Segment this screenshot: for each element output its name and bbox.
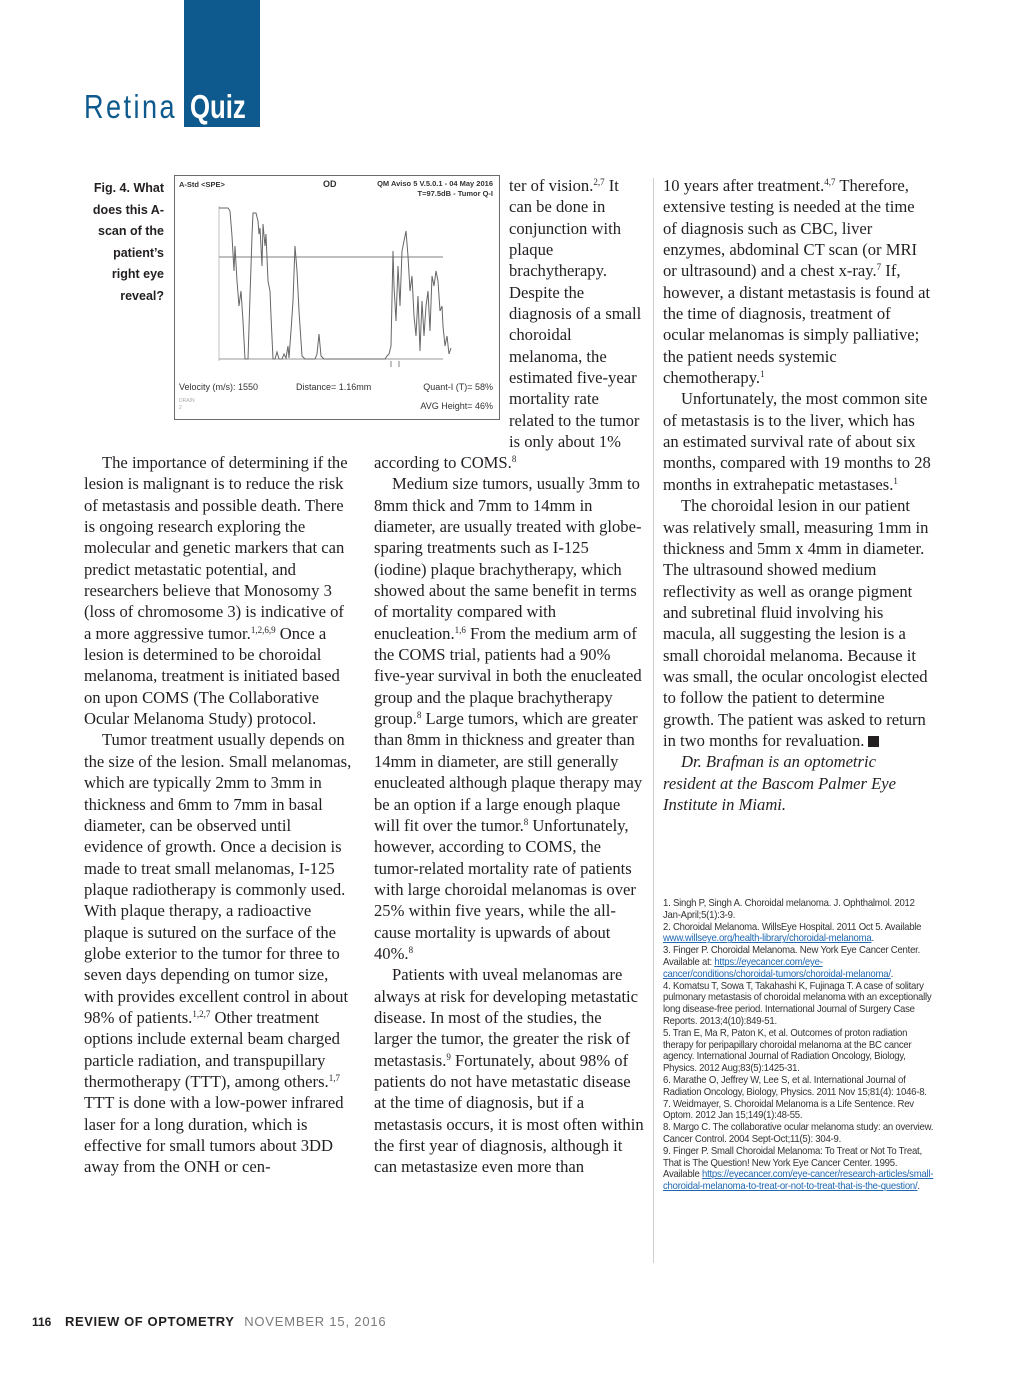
reference-item bbox=[663, 1075, 933, 1099]
reference-text: 6. Marathe O, Jeffrey W, Lee S, et al. International Journal of Radiation Oncology, Biology, Physics. 2011 Nov 15;81(4): 1046-8. bbox=[663, 1074, 927, 1098]
reference-item bbox=[663, 981, 933, 1028]
article-column-2 bbox=[374, 452, 644, 1178]
figure-caption: Fig. 4. What does this A-scan of the patient’s right eye reveal? bbox=[92, 181, 164, 303]
reference-punct: . bbox=[890, 968, 894, 980]
reference-link[interactable]: www.willseye.org/health-library/choroidal-melanoma bbox=[663, 933, 872, 945]
column-divider bbox=[653, 178, 654, 1263]
ascan-device-label: QM Aviso 5 V.5.0.1 - 04 May 2016 bbox=[377, 179, 493, 188]
paragraph: according to COMS.$^8$ bbox=[374, 453, 517, 472]
author-bio: Dr. Brafman is an optometric resident at the Bascom Palmer Eye Institute in Miami. bbox=[663, 752, 897, 814]
citation: 4,7 bbox=[824, 177, 836, 187]
end-of-article-mark bbox=[868, 736, 879, 747]
citation: 8 bbox=[511, 454, 517, 464]
reference-punct: . bbox=[917, 1181, 920, 1193]
ascan-quant: Quant-I (T)= 58% bbox=[423, 382, 493, 392]
paragraph: The choroidal lesion in our patient was relatively small, measuring 1mm in thickness and 5mm x 4mm in diameter. The ultrasound showed medium reflectivity as well as orange pigment and subretinal fluid involving his macula, all suggesting the lesion is a small choroidal melanoma. Because it was small, the ocular oncologist elected to follow the patient to determine growth. The patient was asked to return in two months for revaluation. bbox=[663, 496, 929, 750]
citation: 8 bbox=[523, 816, 529, 827]
ascan-small-id-2: 2 bbox=[179, 405, 182, 411]
reference-text: 7. Weidmayer, S. Choroidal Melanoma is a Life Sentence. Rev Optom. 2012 Jan 15;149(1):48-55. bbox=[663, 1098, 914, 1122]
ascan-velocity: Velocity (m/s): 1550 bbox=[179, 382, 259, 392]
article-column-1 bbox=[84, 452, 354, 1178]
article-column-2-top bbox=[509, 175, 644, 452]
citation: 9 bbox=[446, 1051, 451, 1062]
ascan-trace bbox=[219, 208, 451, 359]
issue-date: NOVEMBER 15, 2016 bbox=[244, 1314, 387, 1329]
citation: 1 bbox=[893, 475, 898, 486]
page-footer bbox=[32, 1314, 386, 1329]
citation: 1,6 bbox=[454, 624, 466, 635]
ascan-mode-label: A-Std <SPE> bbox=[179, 180, 225, 189]
reference-punct: . bbox=[871, 933, 874, 945]
ascan-gain-label: T=97.5dB - Tumor Q-I bbox=[417, 189, 493, 198]
citation: 2,7 bbox=[593, 177, 605, 187]
paragraph: ter of vision.$^{2,7}$ It can be done in conjunction with plaque brachytherapy. Despite the diagnosis of a small choroidal melanoma, the estimated five-year mortality rate related to the tumor is only about 1% bbox=[509, 176, 642, 452]
citation: 1 bbox=[760, 369, 765, 380]
paragraph: Unfortunately, the most common site of metastasis is to the liver, which has an estimated survival rate of about six months, compared with 19 months to 28 months in extrahepatic metastases.$^1$ bbox=[663, 389, 931, 494]
paragraph: 10 years after treatment.$^{4,7}$ Therefore, extensive testing is needed at the time of diagnosis such as CBC, liver enzymes, abdominal CT scan (or MRI or ultrasound) and a chest x-ray.$^7$ If, however, a distant metastasis is found at the time of diagnosis, treatment of ocular melanomas is simply palliative; the patient needs systemic chemotherapy.$^1$ bbox=[663, 176, 931, 388]
reference-item bbox=[663, 898, 933, 922]
ascan-distance: Distance= 1.16mm bbox=[296, 382, 372, 392]
reference-text: 2. Choroidal Melanoma. WillsEye Hospital. 2011 Oct 5. Available bbox=[663, 921, 922, 933]
citation: 7 bbox=[876, 262, 882, 273]
reference-item bbox=[663, 922, 933, 946]
ascan-eye-label: OD bbox=[323, 179, 337, 189]
reference-text: 8. Margo C. The collaborative ocular melanoma study: an overview. Cancer Control. 2004 Sept-Oct;11(5): 304-9. bbox=[663, 1122, 934, 1145]
references-list bbox=[663, 898, 933, 1193]
ascan-avg-height: AVG Height= 46% bbox=[420, 401, 493, 411]
citation: 8 bbox=[416, 710, 422, 721]
section-title-retina: Retina bbox=[84, 88, 177, 125]
page-number: 116 bbox=[32, 1315, 52, 1329]
section-title-quiz: Quiz bbox=[190, 88, 246, 125]
magazine-name: REVIEW OF OPTOMETRY bbox=[64, 1314, 235, 1329]
reference-link[interactable]: https://eyecancer.com/eye-cancer/research-articles/small-choroidal-melanoma-to-treat-or-not-to-treat-that-is-the-question/ bbox=[663, 1169, 934, 1193]
citation: 8 bbox=[408, 944, 414, 955]
reference-link[interactable]: https://eyecancer.com/eye-cancer/conditions/choroidal-tumors/choroidal-melanoma/ bbox=[663, 956, 891, 980]
reference-text: 1. Singh P, Singh A. Choroidal melanoma. J. Ophthalmol. 2012 Jan-April;5(1):3-9. bbox=[663, 898, 915, 921]
citation: 1,2,6,9 bbox=[250, 624, 276, 635]
reference-text: 4. Komatsu T, Sowa T, Takahashi K, Fujinaga T. A case of solitary pulmonary metastasis of choroidal melanoma with an exceptionally long disease-free period. International Journal of Surgery Case Reports. 2013;4(10):849-51. bbox=[663, 980, 932, 1027]
article-column-3 bbox=[663, 175, 931, 815]
ascan-small-id-1: DRAIN bbox=[179, 398, 195, 404]
reference-text: 9. Finger P. Small Choroidal Melanoma: To Treat or Not To Treat, That is The Question! New York Eye Cancer Center. 1995. Available bbox=[663, 1145, 922, 1181]
citation: 1,2,7 bbox=[192, 1008, 211, 1019]
citation: 1,7 bbox=[328, 1072, 340, 1083]
ascan-figure bbox=[174, 175, 500, 420]
reference-item bbox=[663, 1028, 933, 1075]
reference-item bbox=[663, 1146, 933, 1193]
reference-text: 5. Tran E, Ma R, Paton K, et al. Outcomes of proton radiation therapy for peripapillary choroidal melanoma at the BC cancer agency. International Journal of Radiation Oncology, Biology, Physics. 2012 Aug;83(5):1425-31. bbox=[663, 1027, 912, 1075]
paragraph: Patients with uveal melanomas are always at risk for developing metastatic disease. In most of the studies, the larger the tumor, the greater the risk of metastasis.$^9$ Fortunately, about 98% of patients do not have metastatic disease at the time of diagnosis, but if a metastasis occurs, it is most often within the first year of diagnosis, although it can metastasize even more than bbox=[374, 965, 644, 1177]
reference-item bbox=[663, 945, 933, 980]
paragraph: Tumor treatment usually depends on the size of the lesion. Small melanomas, which are typically 2mm to 3mm in thickness and 6mm to 7mm in basal diameter, can be observed until evidence of growth. Once a decision is made to treat small melanomas, I-125 plaque radiotherapy is commonly used. With plaque therapy, a radioactive plaque is sutured on the surface of the globe exterior to the tumor for three to seven days depending on tumor size, with provides excellent control in about 98% of patients.$^{1,2,7}$ Other treatment options include external beam charged particle radiation, and transpupillary thermotherapy (TTT), among others.$^{1,7}$ TTT is done with a low-power infrared laser for a long duration, which is effective for small tumors about 3DD away from the ONH or cen- bbox=[84, 730, 352, 1177]
reference-item bbox=[663, 1099, 933, 1123]
paragraph: The importance of determining if the lesion is malignant is to reduce the risk of metastasis and possible death. There is ongoing research exploring the molecular and genetic markers that can predict metastatic potential, and researchers believe that Monosomy 3 (loss of chromosome 3) is indicative of a more aggressive tumor.$^{1,2,6,9}$ Once a lesion is determined to be choroidal melanoma, treatment is initiated based on upon COMS (The Collaborative Ocular Melanoma Study) protocol. bbox=[84, 453, 348, 729]
paragraph: Medium size tumors, usually 3mm to 8mm thick and 7mm to 14mm in diameter, are usually treated with globe-sparing treatments such as I-125 (iodine) plaque brachytherapy, which showed about the same benefit in terms of mortality compared with enucleation.$^{1,6}$ From the medium arm of the COMS trial, patients had a 90% five-year survival in both the enucleated group and the plaque brachytherapy group.$^8$ Large tumors, which are greater than 8mm in thickness and greater than 14mm in diameter, are still generally enucleated although plaque therapy may be an option if a large enough plaque will fit over the tumor.$^8$ Unfortunately, however, according to COMS, the tumor-related mortality rate of patients with large choroidal melanomas is over 25% within five years, while the all-cause mortality is upwards of about 40%.$^8$ bbox=[374, 474, 643, 963]
reference-text: 3. Finger P. Choroidal Melanoma. New York Eye Cancer Center. Available at: bbox=[663, 945, 921, 968]
reference-item bbox=[663, 1122, 933, 1146]
